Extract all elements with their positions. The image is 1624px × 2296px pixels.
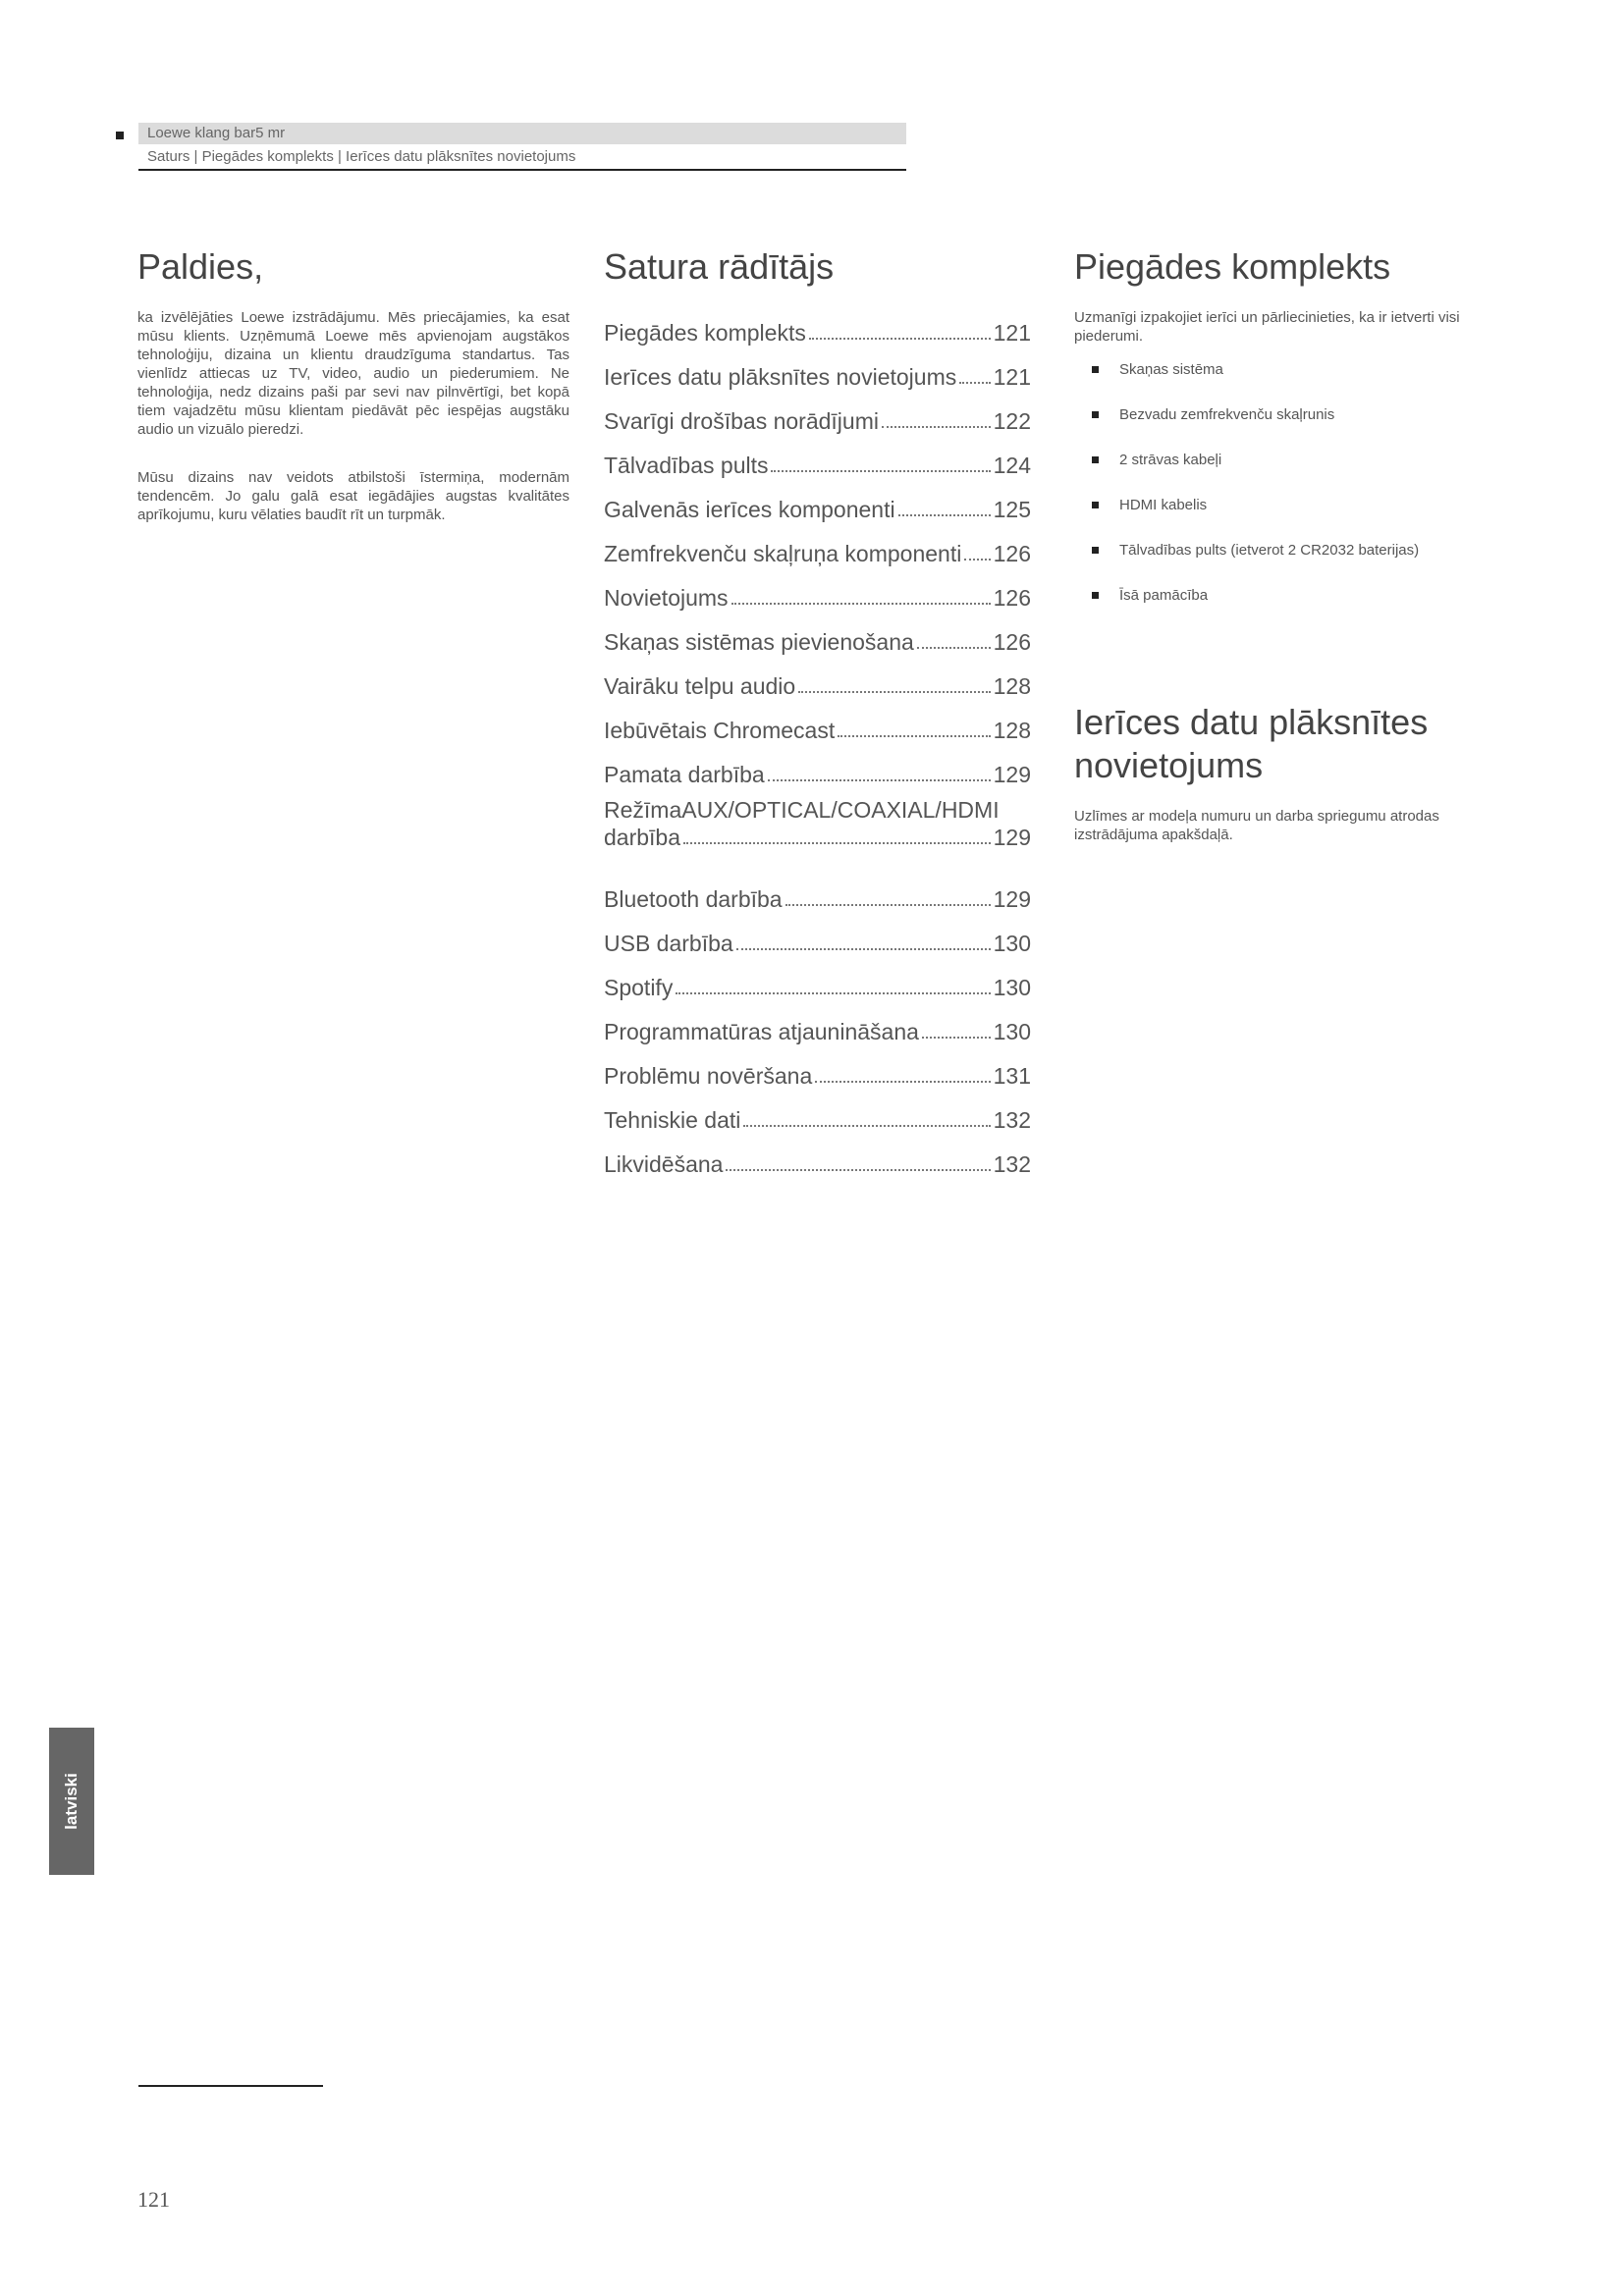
bullet-square-icon [1092, 547, 1099, 554]
toc-leader-dots [922, 1037, 991, 1039]
toc-item-label: Likvidēšana [604, 1151, 724, 1177]
toc-item-label: Galvenās ierīces komponenti [604, 497, 895, 522]
bullet-square-icon [1092, 456, 1099, 463]
delivery-column [1074, 245, 1506, 844]
toc-item[interactable] [604, 435, 1031, 479]
bullet-square-icon [1092, 592, 1099, 599]
toc-item-label: Pamata darbība [604, 762, 765, 787]
toc-item-page: 129 [993, 762, 1031, 787]
toc-item-page: 124 [993, 453, 1031, 478]
footnote-rule [138, 2085, 323, 2087]
toc-item-label: Iebūvētais Chromecast [604, 718, 836, 743]
toc-item-label: Spotify [604, 975, 674, 1000]
toc-item[interactable] [604, 391, 1031, 435]
delivery-list [1074, 359, 1506, 630]
language-tab-label: latviski [62, 1773, 81, 1830]
toc-item[interactable] [604, 700, 1031, 744]
toc-item-page: 130 [993, 931, 1031, 956]
toc-leader-dots [731, 603, 991, 605]
list-item: Bezvadu zemfrekvenču skaļrunis [1074, 404, 1506, 450]
header-title: Loewe klang bar5 mr [147, 125, 286, 141]
toc-leader-dots [726, 1169, 990, 1171]
toc-item-label: Skaņas sistēmas pievienošana [604, 629, 914, 655]
toc-item-label: Piegādes komplekts [604, 320, 806, 346]
toc-item[interactable] [604, 1001, 1031, 1045]
header-rule [138, 169, 906, 171]
toc-item[interactable] [604, 523, 1031, 567]
thanks-paragraph-1: ka izvēlējāties Loewe izstrādājumu. Mēs priecājamies, ka esat mūsu klients. Uzņēmumā Loewe mēs apvienojam augstākos tehnoloģiju, dizaina un klientu draudzīguma standartus. Tas vienlīdz attiecas uz TV, video, audio un piederumiem. Ne tehnoloģija, nedz dizains paši par sevi nav pilnvērtīgi, bet kopā tiem vajadzētu mūsu klientam piedāvāt pēc iespējas augstāku audio un vizuālo pieredzi. [137, 309, 569, 438]
toc-heading: Satura rādītājs [604, 246, 835, 287]
nameplate-text: Uzlīmes ar modeļa numuru un darba spriegumu atrodas izstrādājuma apakšdaļā. [1074, 808, 1439, 843]
toc-item-label-line1: RežīmaAUX/OPTICAL/COAXIAL/HDMI [604, 797, 1000, 823]
toc-item-page: 126 [993, 541, 1031, 566]
toc-leader-dots [882, 426, 991, 428]
list-item: Īsā pamācība [1074, 585, 1506, 630]
toc-leader-dots [838, 735, 990, 737]
toc-item-page: 128 [993, 718, 1031, 743]
thanks-paragraph-2: Mūsu dizains nav veidots atbilstoši īstermiņa, modernām tendencēm. Jo galu galā esat iegādājies augstas kvalitātes aprīkojumu, kuru vēlaties baudīt rīt un turpmāk. [137, 469, 569, 523]
toc-item[interactable] [604, 479, 1031, 523]
toc-leader-dots [736, 948, 991, 950]
delivery-heading: Piegādes komplekts [1074, 246, 1391, 287]
toc-item-page: 129 [993, 825, 1031, 850]
toc-item-page: 121 [993, 320, 1031, 346]
list-item: Skaņas sistēma [1074, 359, 1506, 404]
toc-leader-dots [959, 382, 990, 384]
list-item: Tālvadības pults (ietverot 2 CR2032 baterijas) [1074, 540, 1506, 585]
toc-leader-dots [964, 559, 990, 561]
toc-item[interactable] [604, 1134, 1031, 1178]
header-bullet [116, 132, 124, 139]
toc-item-label: Tehniskie dati [604, 1107, 741, 1133]
header-breadcrumb: Saturs | Piegādes komplekts | Ierīces datu plāksnītes novietojums [147, 148, 576, 165]
toc-leader-dots [743, 1125, 990, 1127]
toc-item-page: 131 [993, 1063, 1031, 1089]
toc-leader-dots [815, 1081, 990, 1083]
delivery-intro: Uzmanīgi izpakojiet ierīci un pārliecinieties, ka ir ietverti visi piederumi. [1074, 309, 1460, 345]
toc-item-label: Problēmu novēršana [604, 1063, 813, 1089]
toc-leader-dots [898, 514, 991, 516]
toc-leader-dots [785, 904, 991, 906]
toc-item-page: 125 [993, 497, 1031, 522]
toc-item[interactable] [604, 656, 1031, 700]
toc-item-label: USB darbība [604, 931, 733, 956]
toc-item-page: 121 [993, 364, 1031, 390]
thanks-column [137, 245, 569, 524]
page-number: 121 [137, 2187, 170, 2212]
toc-item-page: 122 [993, 408, 1031, 434]
toc-item-page: 130 [993, 1019, 1031, 1044]
toc-item-page: 128 [993, 673, 1031, 699]
bullet-square-icon [1092, 366, 1099, 373]
toc-item-page: 129 [993, 886, 1031, 912]
toc-item[interactable] [604, 957, 1031, 1001]
toc-item[interactable] [604, 347, 1031, 391]
thanks-heading: Paldies, [137, 246, 264, 287]
toc-item[interactable] [604, 788, 1031, 869]
toc-item[interactable] [604, 913, 1031, 957]
toc-item-label: Programmatūras atjaunināšana [604, 1019, 919, 1044]
toc-column [604, 245, 1031, 1178]
toc-item-page: 126 [993, 629, 1031, 655]
toc-leader-dots [676, 992, 990, 994]
toc-item-label: Vairāku telpu audio [604, 673, 796, 699]
bullet-square-icon [1092, 502, 1099, 508]
toc-leader-dots [917, 647, 991, 649]
list-item: 2 strāvas kabeļi [1074, 450, 1506, 495]
toc-item-page: 132 [993, 1151, 1031, 1177]
toc-leader-dots [798, 691, 990, 693]
toc-item[interactable] [604, 869, 1031, 913]
toc-leader-dots [809, 338, 991, 340]
toc-item-label: Ierīces datu plāksnītes novietojums [604, 364, 957, 390]
toc-item-label: Bluetooth darbība [604, 886, 783, 912]
toc-leader-dots [771, 470, 990, 472]
list-item: HDMI kabelis [1074, 495, 1506, 540]
toc-item-label: Tālvadības pults [604, 453, 769, 478]
toc-item-page: 130 [993, 975, 1031, 1000]
toc-item[interactable] [604, 744, 1031, 788]
toc-item-label: darbība [604, 825, 681, 850]
toc-item-label: Svarīgi drošības norādījumi [604, 408, 879, 434]
toc-item-page: 126 [993, 585, 1031, 611]
toc-item-label: Zemfrekvenču skaļruņa komponenti [604, 541, 962, 566]
toc-item[interactable] [604, 302, 1031, 347]
toc-item[interactable] [604, 567, 1031, 612]
toc-item[interactable] [604, 1090, 1031, 1134]
bullet-square-icon [1092, 411, 1099, 418]
toc-item-label: Novietojums [604, 585, 729, 611]
toc-list [604, 302, 1031, 1178]
toc-leader-dots [768, 779, 991, 781]
language-tab[interactable] [49, 1728, 94, 1875]
toc-leader-dots [683, 842, 991, 844]
toc-item[interactable] [604, 612, 1031, 656]
toc-item[interactable] [604, 1045, 1031, 1090]
toc-item-page: 132 [993, 1107, 1031, 1133]
nameplate-heading: Ierīces datu plāksnītes novietojums [1074, 702, 1429, 785]
